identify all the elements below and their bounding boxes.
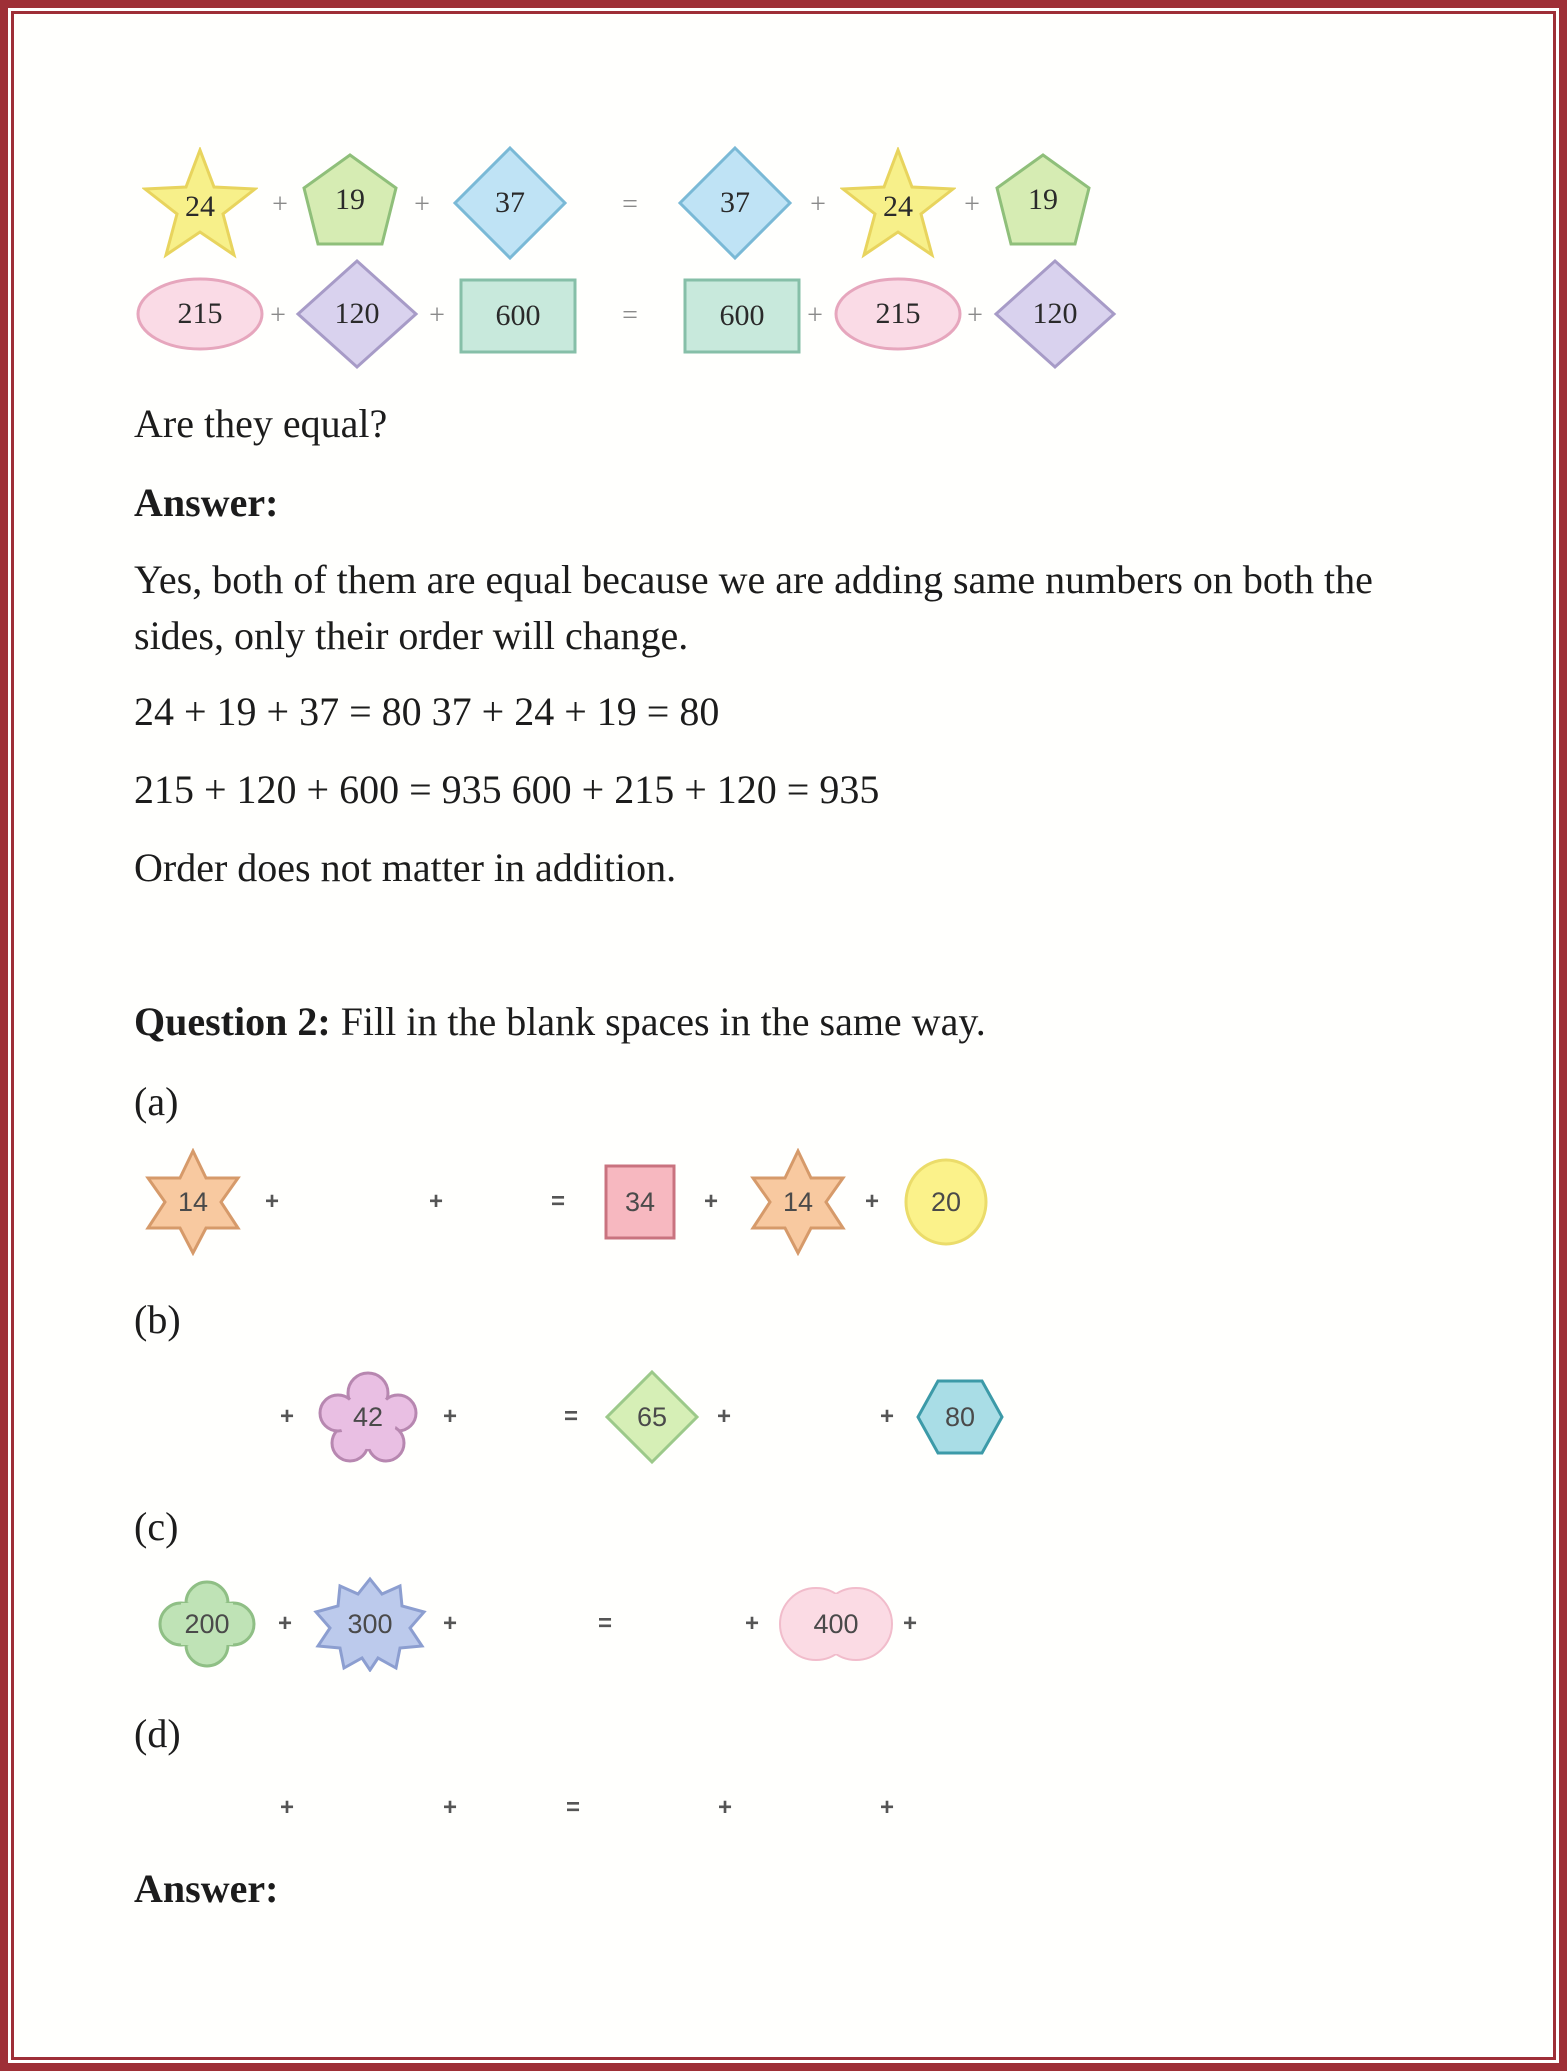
plus-sign: + [807,300,823,331]
plus-sign: + [717,1794,733,1821]
shape-value: 37 [720,186,750,219]
shape-value: 215 [177,297,223,330]
hexagram-shape [748,1148,848,1256]
ellipse-shape [135,276,265,352]
equals-sign: = [622,300,638,331]
plus-sign: + [879,1794,895,1821]
q1-equation-1: 24 + 19 + 37 = 80 37 + 24 + 19 = 80 [134,689,720,734]
cloud-shape [157,1579,257,1669]
equals-sign: = [597,1610,613,1637]
equals-sign: = [563,1403,579,1430]
part-d-label: (d) [134,1711,181,1756]
q1-answer-label: Answer: [134,480,279,525]
equals-sign: = [550,1188,566,1215]
diamond-shape [295,258,419,370]
equals-sign: = [565,1794,581,1821]
hexagon-shape [915,1378,1005,1456]
pentagon-shape [300,152,400,248]
shape-value: 14 [782,1186,814,1217]
shape-value: 65 [636,1401,668,1432]
shape-value: 19 [335,183,365,216]
plus-sign: + [967,300,983,331]
shape-value: 200 [184,1608,230,1639]
q2-heading [134,998,986,1046]
blob-shape [776,1584,896,1664]
burst-shape [312,1576,428,1672]
rectangle-shape [683,278,801,354]
shape-value: 600 [719,299,765,332]
plus-sign: + [964,189,980,220]
shape-value: 300 [347,1608,393,1639]
q1-conclusion: Order does not matter in addition. [134,845,677,890]
shape-value: 19 [1028,183,1058,216]
plus-sign: + [703,1188,719,1215]
plus-sign: + [716,1403,732,1430]
plus-sign: + [277,1610,293,1637]
plus-sign: + [429,300,445,331]
shape-value: 120 [1032,297,1078,330]
rectangle-shape [459,278,577,354]
shape-value: 34 [624,1186,656,1217]
plus-sign: + [270,300,286,331]
shape-value: 37 [495,186,525,219]
hexagram-shape [143,1148,243,1256]
q2-answer-label: Answer: [134,1866,279,1911]
plus-sign: + [879,1403,895,1430]
diamond-shape [677,145,793,261]
plus-sign: + [442,1403,458,1430]
plus-sign: + [744,1610,760,1637]
flower-shape [318,1369,418,1465]
plus-sign: + [442,1794,458,1821]
part-c-label: (c) [134,1504,179,1549]
plus-sign: + [810,189,826,220]
plus-sign: + [414,189,430,220]
diamond-shape [993,258,1117,370]
part-a-label: (a) [134,1079,179,1124]
plus-sign: + [279,1403,295,1430]
plus-sign: + [428,1188,444,1215]
shape-value: 120 [334,297,380,330]
shape-value: 42 [352,1401,384,1432]
plus-sign: + [264,1188,280,1215]
q1-explanation: Yes, both of them are equal because we are adding same numbers on both the sides, only their order will change. [134,557,1373,658]
pentagon-shape [993,152,1093,248]
shape-value: 215 [875,297,921,330]
q1-equation-2: 215 + 120 + 600 = 935 600 + 215 + 120 = 935 [134,767,880,812]
star-shape [840,147,956,259]
plus-sign: + [864,1188,880,1215]
plus-sign: + [272,189,288,220]
shape-value: 80 [944,1401,976,1432]
q2-prompt: Fill in the blank spaces in the same way. [340,999,986,1044]
diamond-shape [604,1369,700,1465]
shape-value: 14 [177,1186,209,1217]
shape-value: 24 [883,190,913,223]
plus-sign: + [442,1610,458,1637]
circle-shape [903,1157,989,1247]
shape-value: 400 [813,1608,859,1639]
q2-label: Question 2: [134,999,331,1044]
q1-question: Are they equal? [134,401,388,446]
square-shape [604,1164,676,1240]
diamond-shape [452,145,568,261]
part-b-label: (b) [134,1297,181,1342]
ellipse-shape [833,276,963,352]
equals-sign: = [622,189,638,220]
shape-value: 600 [495,299,541,332]
plus-sign: + [279,1794,295,1821]
star-shape [142,147,258,259]
plus-sign: + [902,1610,918,1637]
shape-value: 20 [930,1186,962,1217]
shape-value: 24 [185,190,215,223]
